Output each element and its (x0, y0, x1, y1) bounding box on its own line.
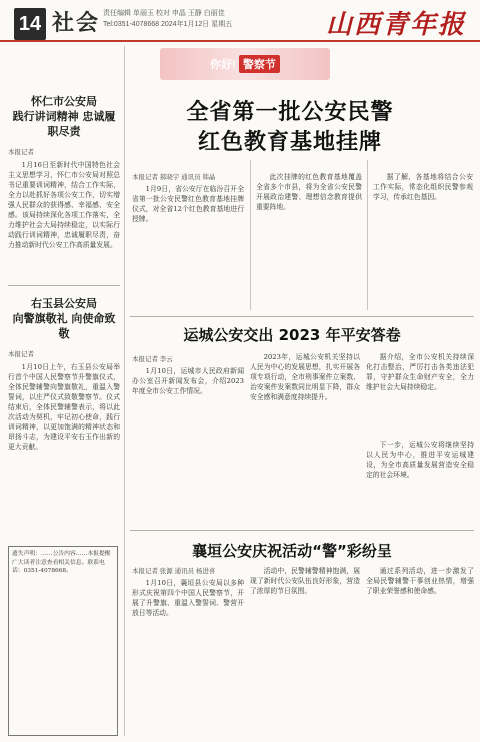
section-divider (130, 530, 474, 531)
article-title: 右玉县公安局 (31, 297, 97, 310)
police-day-banner (160, 48, 330, 80)
article-huairen (8, 94, 120, 310)
main-headline: 全省第一批公安民警 红色教育基地挂牌 (186, 100, 394, 155)
yuncheng-reporters: 本报记者 李云 (132, 356, 173, 363)
yuncheng-headline: 运城公安交出 2023 年平安答卷 (183, 326, 401, 344)
section-divider (130, 316, 474, 317)
masthead-rule (0, 40, 480, 42)
notice-box (8, 546, 118, 736)
article-reporter: 本报记者 (8, 351, 34, 358)
article-divider (8, 285, 120, 286)
column-divider (250, 160, 251, 310)
yuncheng-body-1: 1月10日，运城市人民政府新闻办公室召开新闻发布会，介绍2023年度全市公安工作情况。 (132, 367, 244, 395)
column-divider (124, 46, 125, 736)
notice-text: 遗失声明：……公告内容……本报提醒广大读者注意查看相关信息。联系电话：0351-4078668。 (12, 551, 111, 575)
yuncheng-body-3: 据介绍，全市公安机关持续深化打击整治，严厉打击各类违法犯罪，守护群众生命财产安全，全力维护社会大局持续稳定。 (366, 353, 474, 391)
banner-greeting: 你好! (210, 59, 236, 71)
xiangyuan-body-2: 活动中，民警辅警精神饱满，展现了新时代公安队伍良好形象，营造了浓厚的节日氛围。 (250, 567, 360, 595)
article-youyu (8, 296, 120, 542)
contact-date-line: Tel:0351-4078668 2024年1月12日 星期五 (103, 21, 233, 28)
main-article-body-2: 此次挂牌的红色教育基地覆盖全省多个市县，将为全省公安民警开展政治建警、理想信念教育提供重要阵地。 (256, 173, 362, 211)
yuncheng-body-2: 2023年，运城公安机关坚持以人民为中心的发展思想，扎实开展各项专项行动，全市刑事案件立案数、治安案件发案数同比明显下降，群众安全感和满意度持续提升。 (250, 353, 360, 401)
yuncheng-body-4: 下一步，运城公安将继续坚持以人民为中心，推进平安运城建设，为全市高质量发展营造安全稳定的社会环境。 (366, 441, 474, 479)
xiangyuan-body-1: 1月10日，襄垣县公安局以多种形式庆祝第四个中国人民警察节，开展了升警旗、重温入警誓词、警营开放日等活动。 (132, 579, 244, 617)
column-divider (367, 160, 368, 310)
xiangyuan-body-3: 通过系列活动，进一步激发了全局民警辅警干事创业热情，增强了职业荣誉感和使命感。 (366, 567, 474, 595)
section-title: 社会 (52, 10, 101, 36)
main-article-body-3: 据了解，各基地将结合公安工作实际，常态化组织民警参观学习，传承红色基因。 (373, 173, 473, 201)
editor-line: 责任编辑 单丽玉 校对 申晶 王静 白丽佳 (103, 10, 225, 17)
page-number: 14 (14, 8, 46, 40)
article-body: 1月16日至新时代中国特色社会主义思想学习，怀仁市公安局对照总书记重要训词精神，结合工作实际，全力以赴抓好各项公安工作，切实增强人民群众的获得感、幸福感、安全感。该局持续深化各项工作落实，全力维护社会大局持续稳定，以实际行动践行训词精神，忠诚履职尽责，奋力推动新时代公安工作高质量发展。 (8, 161, 120, 249)
article-title: 向警旗敬礼 向使命致敬 (12, 312, 116, 340)
xiangyuan-headline: 襄垣公安庆祝活动“警”彩纷呈 (192, 542, 392, 560)
article-title: 践行讲词精神 忠诚履职尽责 (12, 110, 116, 138)
article-title: 怀仁市公安局 (31, 95, 97, 108)
banner-highlight: 警察节 (239, 55, 280, 73)
article-reporter: 本报记者 (8, 149, 34, 156)
main-reporters: 本报记者 郝晓宇 通讯员 韩晶 (132, 174, 216, 181)
article-body: 1月10日上午，右玉县公安局举行首个中国人民警察节升警旗仪式，全体民警辅警向警旗敬礼，重温入警誓词，以庄严仪式致敬警察节。仪式结束后，全体民警辅警表示，将以此次活动为契机，牢记初心使命，践行训词精神，以更加饱满的精神状态和昂扬斗志，为建设平安右玉作出新的更大贡献。 (8, 363, 120, 451)
main-article-body-1: 1月9日，省公安厅在临汾召开全省第一批公安民警红色教育基地挂牌仪式，对全省12个红色教育基地进行授牌。 (132, 185, 244, 223)
xiangyuan-reporters: 本报记者 张源 通讯员 杨进喜 (132, 568, 216, 575)
newspaper-logo: 山西青年报 (325, 10, 466, 40)
